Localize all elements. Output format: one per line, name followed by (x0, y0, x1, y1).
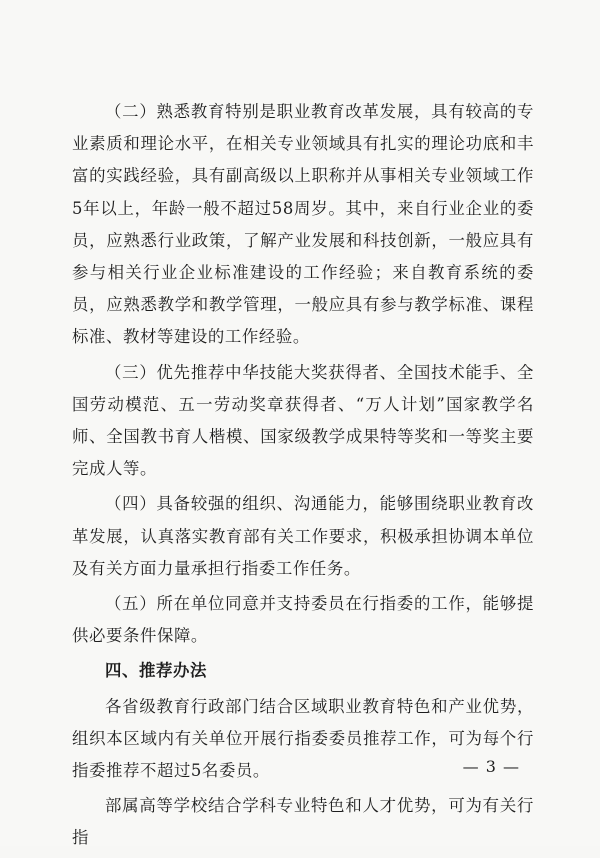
paragraph-qualification-2: （二）熟悉教育特别是职业教育改革发展，具有较高的专业素质和理论水平，在相关专业领域具有扎实的理论功底和丰富的实践经验，具有副高级以上职称并从事相关专业领域工作5年以上，年龄一般不超过58周岁。其中，来自行业企业的委员，应熟悉行业政策，了解产业发展和科技创新，一般应具有参与相关行业企业标准建设的工作经验；来自教育系统的委员，应熟悉教学和教学管理，一般应具有参与教学标准、课程标准、教材等建设的工作经验。 (72, 102, 534, 347)
document-body (72, 96, 534, 858)
page-number: — 3 — (462, 757, 520, 776)
paragraph-recommendation-universities: 部属高等学校结合学科专业特色和人才优势，可为有关行指 (72, 796, 534, 848)
paragraph-recommendation-provincial: 各省级教育行政部门结合区域职业教育特色和产业优势，组织本区域内有关单位开展行指委委员推荐工作，可为每个行指委推荐不超过5名委员。 (72, 696, 534, 781)
paragraph-qualification-3: （三）优先推荐中华技能大奖获得者、全国技术能手、全国劳动模范、五一劳动奖章获得者、“万人计划”国家教学名师、全国教书育人楷模、国家级教学成果特等奖和一等奖主要完成人等。 (72, 362, 534, 479)
paragraph-qualification-4: （四）具备较强的组织、沟通能力，能够围绕职业教育改革发展，认真落实教育部有关工作要求，积极承担协调本单位及有关方面力量承担行指委工作任务。 (72, 494, 534, 578)
paragraph-qualification-5: （五）所在单位同意并支持委员在行指委的工作，能够提供必要条件保障。 (72, 594, 534, 646)
section-heading: 四、推荐办法 (105, 661, 207, 681)
